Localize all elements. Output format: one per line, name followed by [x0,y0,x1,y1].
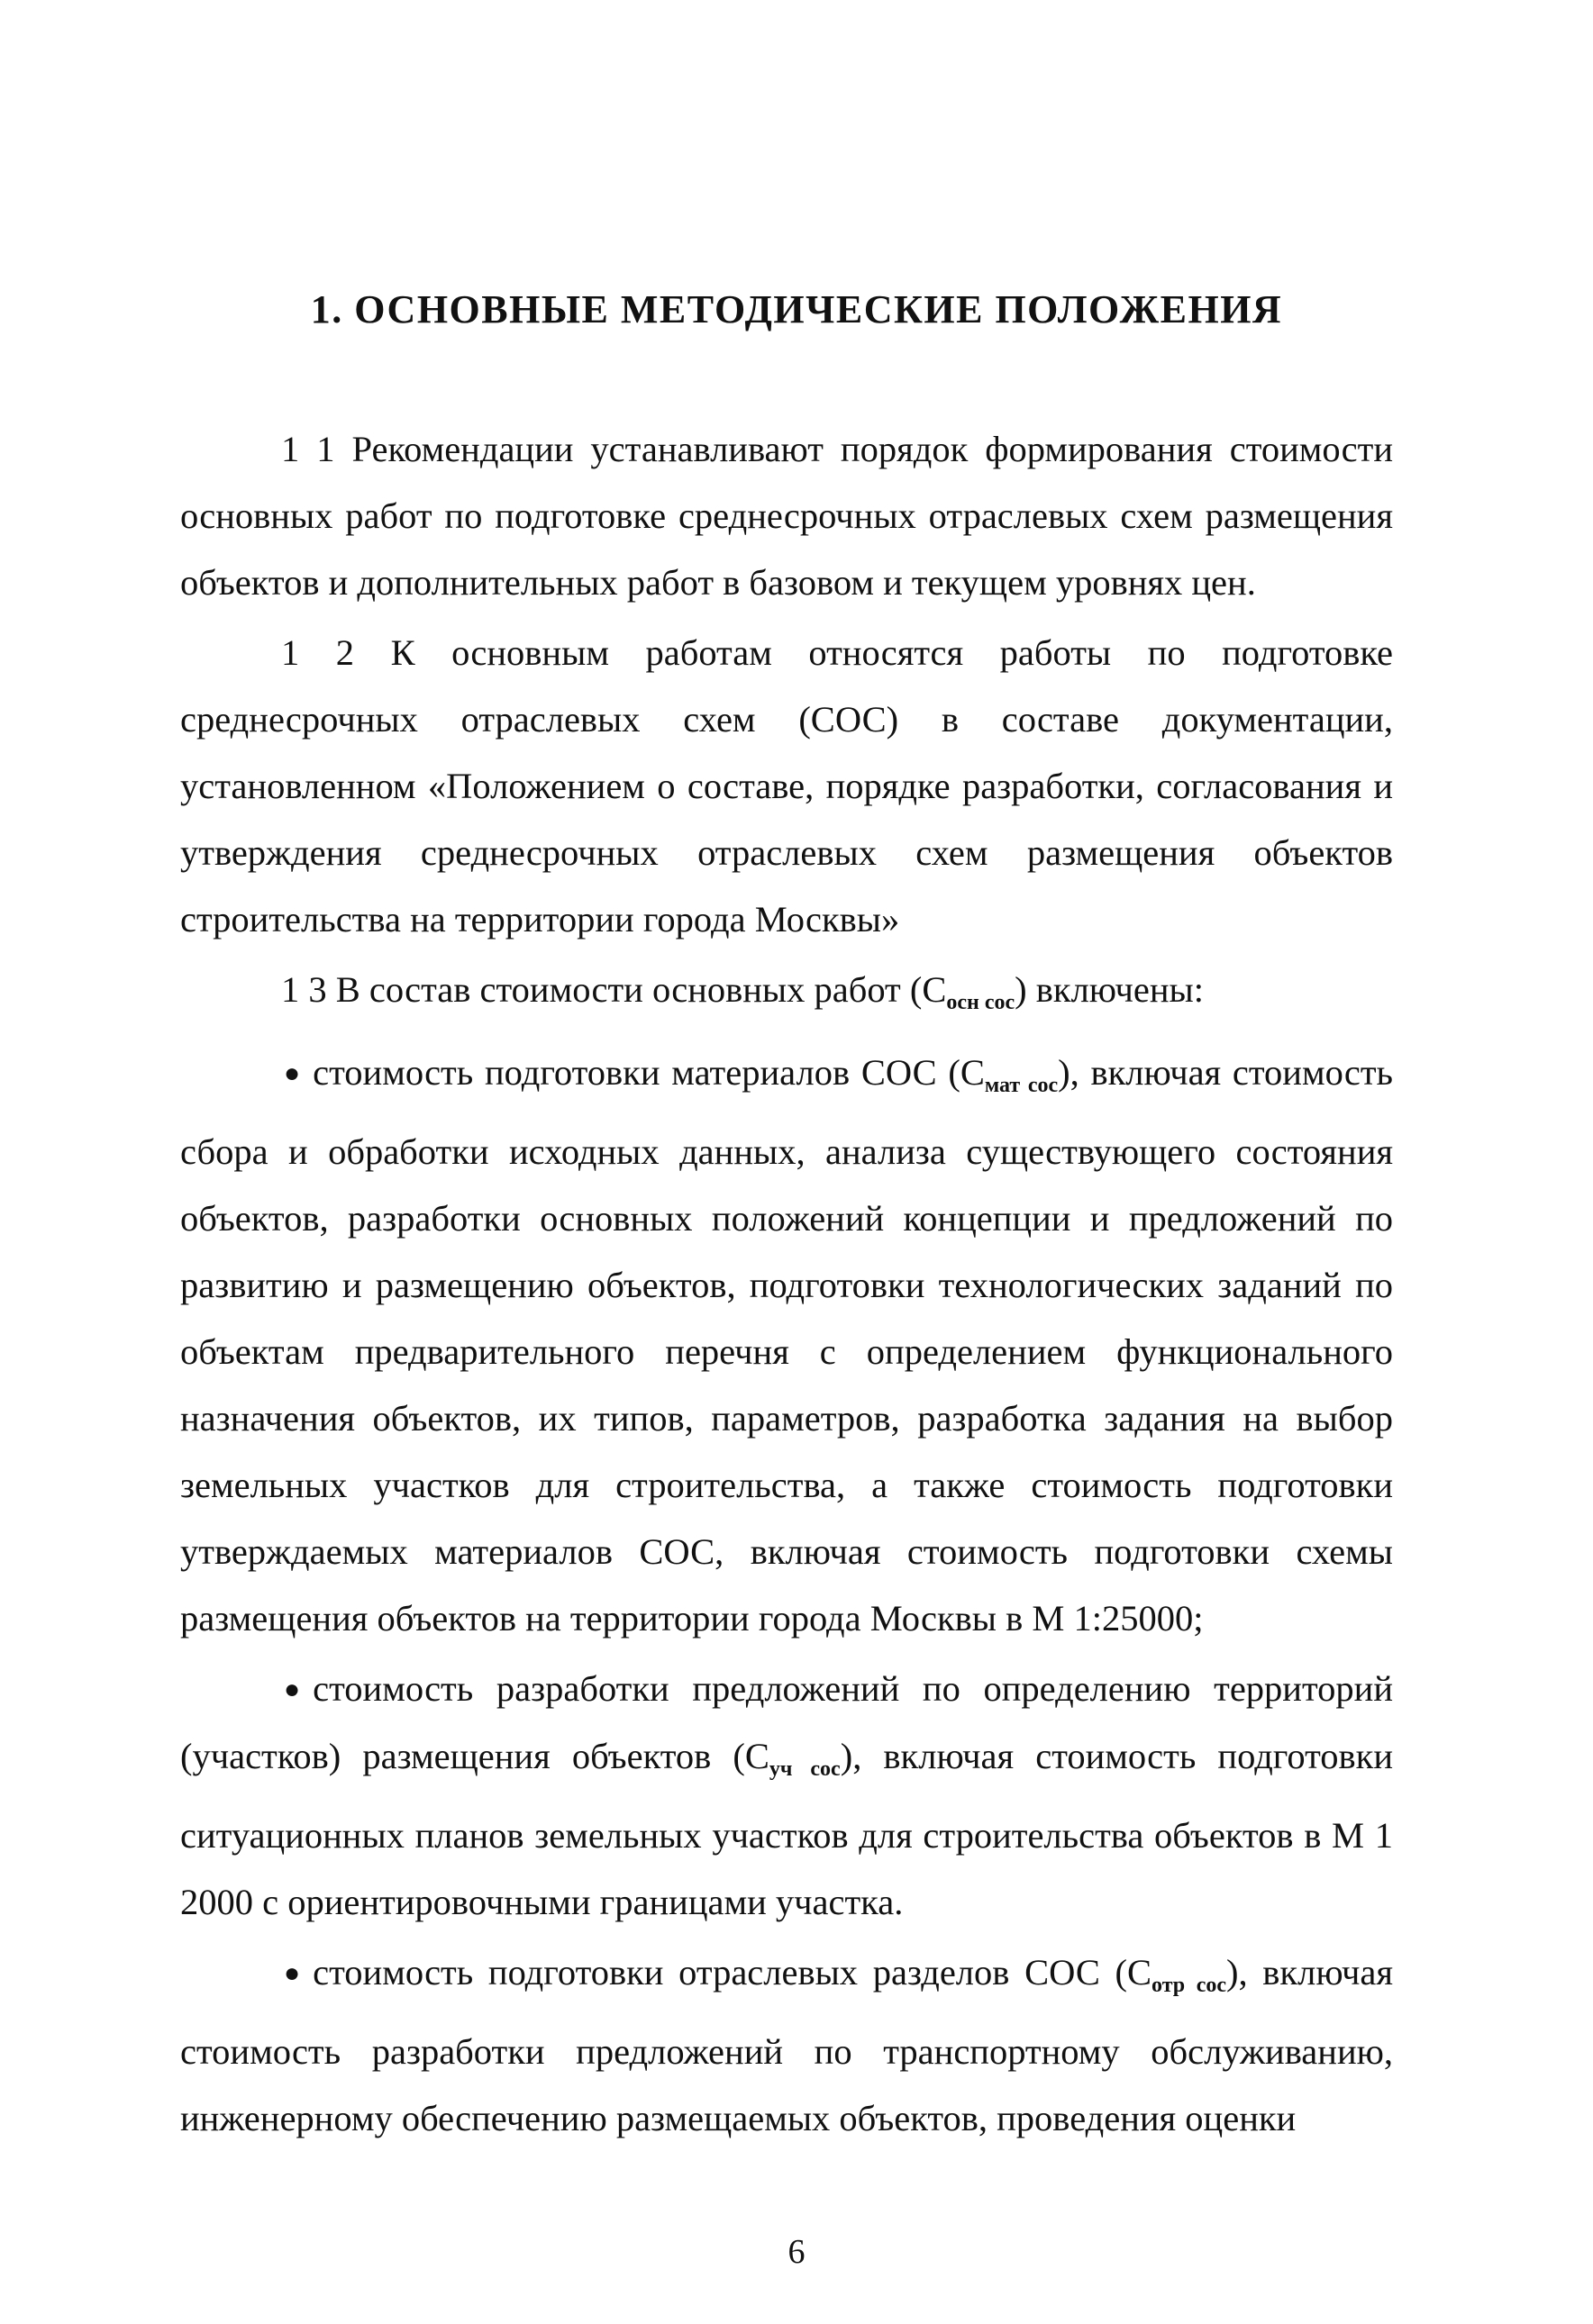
paragraph-text: Рекомендации устанавливают порядок формирования стоимости основных работ по подготовке среднесрочных отраслевых схем размещения объектов и дополнительных работ в базовом и текущем уровнях цен. [180,429,1394,603]
document-body [180,416,1393,2152]
bullet-icon: ● [284,1675,301,1704]
paragraph-1-3 [180,957,1393,1036]
bullet-text: ), включая стоимость сбора и обработки исходных данных, анализа существующего состояния объектов, разработки основных положений концепции и предложений по развитию и размещению объектов, подготовки технологических заданий по объектам предварительного перечня с определением функционального назначения объектов, их типов, параметров, разработка задания на выбор земельных участков для строительства, а также стоимость подготовки утверждаемых материалов СОС, включая стоимость подготовки схемы размещения объектов на территории города Москвы в М 1:25000; [180,1052,1394,1639]
paragraph-number: 1 1 [281,429,335,469]
bullet-item-sections [180,1939,1393,2152]
bullet-icon: ● [284,1958,301,1988]
bullet-text: ), включая стоимость подготовки ситуационных планов земельных участков для строительства объектов в М 1 2000 с ориентировочными границами участка. [180,1736,1394,1922]
bullet-text: ), включая стоимость разработки предложений по транспортному обслуживанию, инженерному обеспечению размещаемых объектов, проведения оценки [180,1952,1394,2138]
paragraph-number: 1 2 [281,632,355,673]
paragraph-1-1 [180,416,1393,616]
cost-symbol: $С_{осн сос}$ [922,969,1015,1014]
paragraph-text: К основным работам относятся работы по подготовке среднесрочных отраслевых схем (СОС) в составе документации, установленном «Положением о составе, порядке разработки, согласования и утверждения среднесрочных отраслевых схем размещения объектов строительства на территории города Москвы» [180,632,1393,940]
cost-symbol: $С_{отр сос}$ [1127,1952,1227,1997]
bullet-text: стоимость разработки предложений по определению территорий (участков) размещения объектов ( [180,1668,1393,1776]
bullet-item-territories [180,1656,1393,1936]
bullet-text: стоимость подготовки материалов СОС ( [313,1052,960,1093]
page-number: 6 [787,2233,806,2271]
bullet-item-materials [180,1039,1393,1652]
cost-symbol: $С_{уч сос}$ [744,1736,841,1781]
paragraph-text: ) включены: [1015,969,1204,1010]
paragraph-1-2 [180,620,1393,953]
section-heading: 1. ОСНОВНЫЕ МЕТОДИЧЕСКИЕ ПОЛОЖЕНИЯ [310,287,1283,331]
paragraph-text: В состав стоимости основных работ ( [335,969,923,1010]
bullet-icon: ● [284,1058,301,1088]
cost-symbol: $С_{мат сос}$ [960,1052,1059,1097]
bullet-text: стоимость подготовки отраслевых разделов СОС ( [313,1952,1128,1993]
paragraph-number: 1 3 [281,969,327,1010]
